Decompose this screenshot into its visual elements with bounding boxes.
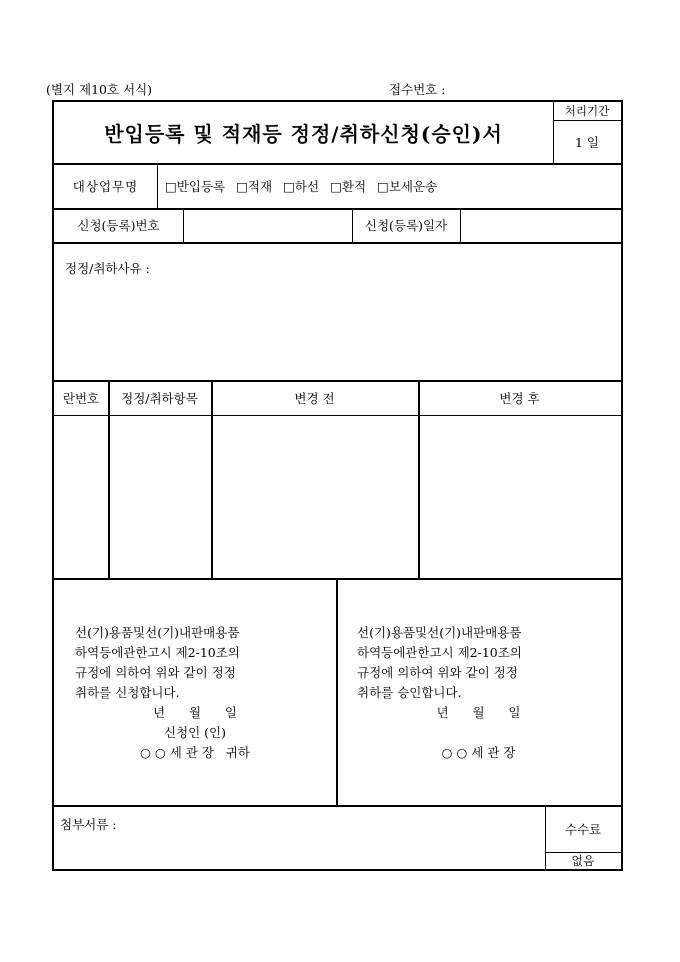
checkbox-option-bonded-transport[interactable]: □보세운송: [377, 178, 438, 194]
correction-item-field[interactable]: [108, 415, 211, 578]
approval-declaration-box: [336, 578, 621, 805]
column-header-item-no: 란번호: [62, 390, 100, 406]
processing-time-value: 1 일: [574, 134, 599, 150]
attachment-label: 첨부서류 :: [60, 817, 117, 832]
processing-time-label: 처리기간: [564, 104, 610, 118]
application-number-field[interactable]: [183, 208, 352, 242]
receipt-number-label: 접수번호 :: [389, 82, 446, 97]
business-type-options: [157, 163, 621, 208]
declaration-line: 취하를 신청합니다.: [75, 685, 180, 700]
declaration-line: 선(기)용품및선(기)내판매용품: [75, 625, 240, 640]
declaration-line: 규정에 의하여 위와 같이 정정: [357, 665, 518, 680]
checkbox-option-import-registration[interactable]: □반입등록: [165, 178, 226, 194]
before-change-field[interactable]: [211, 415, 418, 578]
declaration-line: 하역등에관한고시 제2-10조의: [357, 645, 522, 660]
checkbox-option-discharge[interactable]: □하선: [283, 178, 320, 194]
date-line: 년 월 일: [436, 705, 521, 720]
after-change-field[interactable]: [418, 415, 621, 578]
checkbox-option-loading[interactable]: □적재: [236, 178, 273, 194]
column-header-correction-item: 정정/취하항목: [121, 390, 198, 406]
fee-value: 없음: [571, 854, 595, 868]
customs-addressee-line: ○ ○ 세 관 장 귀하: [139, 745, 250, 760]
item-no-field[interactable]: [54, 415, 108, 578]
applicant-declaration-box: [54, 578, 336, 805]
declaration-line: 취하를 승인합니다.: [357, 685, 462, 700]
application-date-field[interactable]: [460, 208, 621, 242]
form-title: 반입등록 및 적재등 정정/취하신청(승인)서: [104, 122, 503, 146]
attachment-field[interactable]: [54, 805, 545, 870]
reason-field[interactable]: [54, 242, 621, 380]
declaration-line: 규정에 의하여 위와 같이 정정: [75, 665, 236, 680]
column-header-before-change: 변경 전: [294, 390, 335, 406]
checkbox-option-transshipment[interactable]: □환적: [330, 178, 367, 194]
reason-label: 정정/취하사유 :: [65, 261, 150, 276]
declaration-line: 선(기)용품및선(기)내판매용품: [357, 625, 522, 640]
column-header-after-change: 변경 후: [499, 390, 540, 406]
form-frame: [52, 100, 623, 871]
customs-director-line: ○ ○ 세 관 장: [441, 745, 516, 760]
date-line: 년 월 일: [153, 705, 237, 720]
fee-label: 수수료: [564, 821, 602, 837]
spacer: [336, 723, 621, 743]
business-type-label: 대상업무명: [72, 178, 139, 194]
application-date-label: 신청(등록)일자: [364, 218, 448, 233]
applicant-signature-line: 신청인 (인): [163, 725, 227, 740]
form-reference-label: (별지 제10호 서식): [46, 82, 153, 97]
declaration-line: 하역등에관한고시 제2-10조의: [75, 645, 240, 660]
application-number-label: 신청(등록)번호: [77, 218, 160, 233]
